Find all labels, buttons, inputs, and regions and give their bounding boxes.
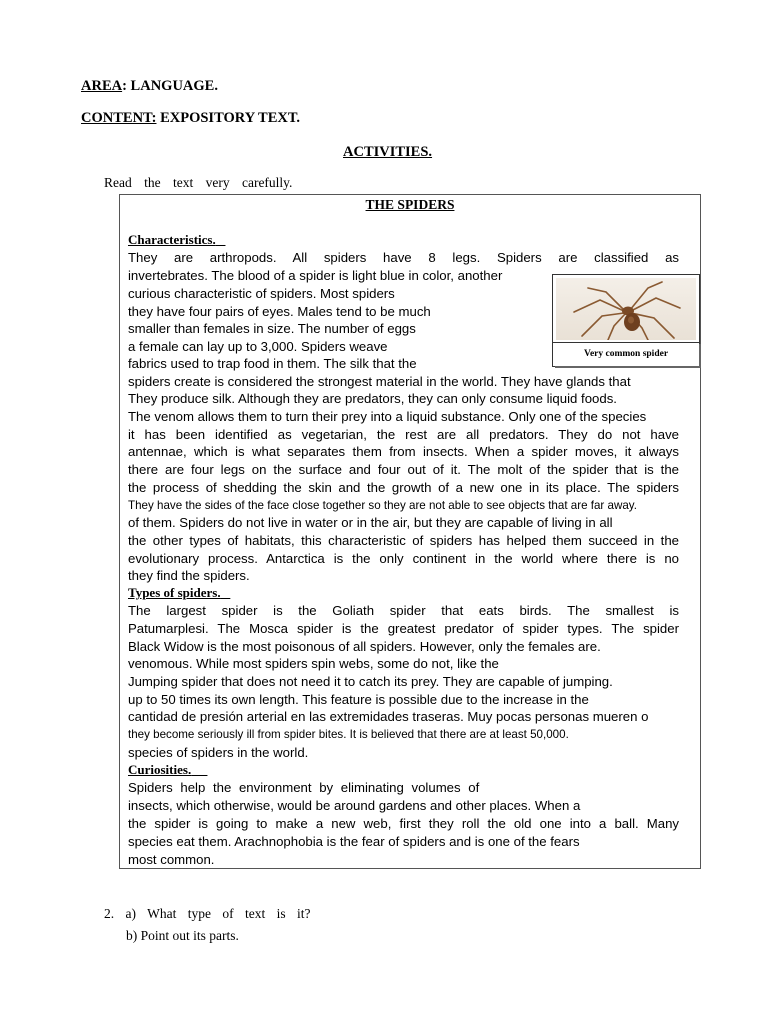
text-line: it has been identified as vegetarian, the rest are all predators. They do not have <box>128 427 679 442</box>
question-number: 2. <box>104 906 115 921</box>
text-line: they find the spiders. <box>128 568 250 583</box>
text-line: there are four legs on the surface and four out of it. The molt of the spider that is the <box>128 462 679 477</box>
text-line: They produce silk. Although they are predators, they can only consume liquid foods. <box>128 391 617 406</box>
figure-caption: Very common spider <box>553 342 699 366</box>
text-line: Patumarplesi. The Mosca spider is the greatest predator of spider types. The spider <box>128 621 679 636</box>
text-line: evolutionary process. Antarctica is the only continent in the world where there is no <box>128 551 679 566</box>
text-line: the spider is going to make a new web, first they roll the old one into a ball. Many <box>128 816 679 831</box>
article-title: THE SPIDERS <box>365 197 455 212</box>
section-heading-curiosities: Curiosities. <box>128 762 192 777</box>
article-box <box>119 194 701 869</box>
text-line: venomous. While most spiders spin webs, some do not, like the <box>128 656 499 671</box>
text-line: antennae, which is what separates them from insects. When a spider moves, it always <box>128 444 679 459</box>
text-line: invertebrates. The blood of a spider is light blue in color, another <box>128 268 503 283</box>
text-line: Spiders help the environment by eliminating volumes of <box>128 780 480 795</box>
area-heading <box>81 78 218 95</box>
question-a: a) What type of text is it? <box>125 906 311 921</box>
text-line: They are arthropods. All spiders have 8 legs. Spiders are classified as <box>128 250 679 265</box>
content-heading <box>81 110 300 127</box>
text-line: the process of shedding the skin and the growth of a new one in its place. The spiders <box>128 480 679 495</box>
section-heading-types: Types of spiders. <box>128 585 221 600</box>
text-line: smaller than females in size. The number of eggs <box>128 321 416 336</box>
question-b: b) Point out its parts. <box>126 928 239 943</box>
area-value: : LANGUAGE. <box>122 78 218 94</box>
content-label: CONTENT: <box>81 110 157 126</box>
text-line: The venom allows them to turn their prey into a liquid substance. Only one of the species <box>128 409 647 424</box>
text-line: most common. <box>128 852 215 867</box>
text-line: curious characteristic of spiders. Most spiders <box>128 286 395 301</box>
text-line: fabrics used to trap food in them. The silk that the <box>128 356 417 371</box>
text-line: spiders create is considered the strongest material in the world. They have glands that <box>128 374 631 389</box>
section-heading-characteristics: Characteristics. <box>128 232 216 247</box>
question-block <box>104 906 311 943</box>
text-line: they have four pairs of eyes. Males tend to be much <box>128 304 431 319</box>
text-line: species eat them. Arachnophobia is the fear of spiders and is one of the fears <box>128 834 580 849</box>
text-line: The largest spider is the Goliath spider that eats birds. The smallest is <box>128 603 679 618</box>
text-line: of them. Spiders do not live in water or in the air, but they are capable of living in all <box>128 515 613 530</box>
text-line: cantidad de presión arterial en las extremidades traseras. Muy pocas personas mueren o <box>128 709 649 724</box>
content-value: EXPOSITORY TEXT. <box>156 110 301 126</box>
instruction-text: Read the text very carefully. <box>104 175 293 190</box>
text-line: Jumping spider that does not need it to catch its prey. They are capable of jumping. <box>128 674 613 689</box>
activities-heading: ACTIVITIES. <box>343 144 433 160</box>
text-line: They have the sides of the face close together so they are not able to see objects that are far away. <box>128 499 637 512</box>
spider-figure <box>552 274 700 367</box>
text-line: Black Widow is the most poisonous of all spiders. However, only the females are. <box>128 639 601 654</box>
area-label: AREA <box>81 78 123 94</box>
text-line: they become seriously ill from spider bites. It is believed that there are at least 50,000. <box>128 728 569 741</box>
text-line: insects, which otherwise, would be around gardens and other places. When a <box>128 798 581 813</box>
text-line: up to 50 times its own length. This feature is possible due to the increase in the <box>128 692 589 707</box>
text-line: the other types of habitats, this characteristic of spiders has helped them succeed in the <box>128 533 679 548</box>
spider-photo <box>556 278 696 340</box>
text-line: species of spiders in the world. <box>128 745 309 760</box>
text-line: a female can lay up to 3,000. Spiders weave <box>128 339 388 354</box>
